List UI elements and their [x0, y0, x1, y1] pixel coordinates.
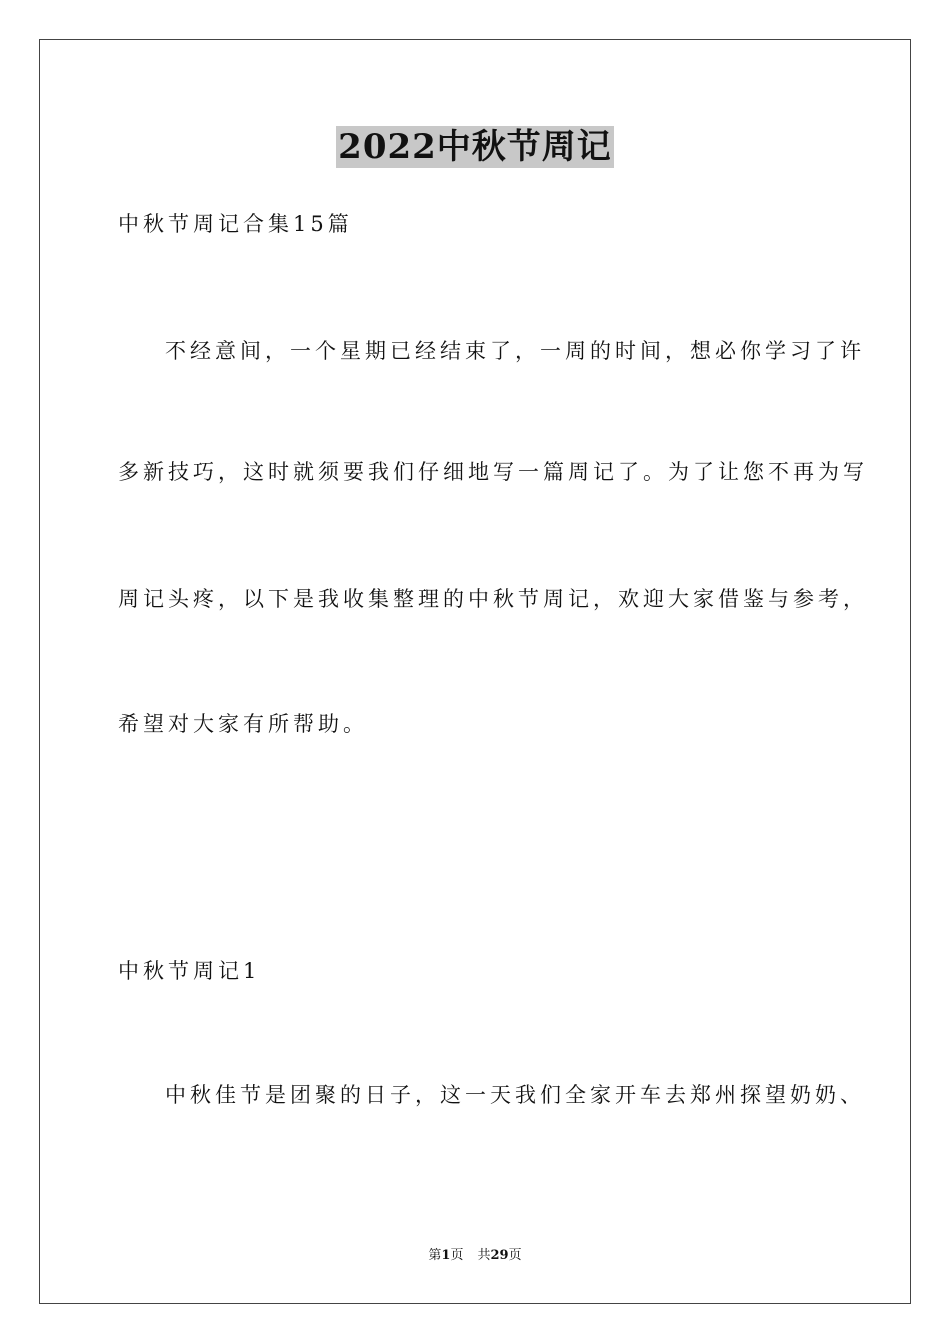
footer-page-prefix: 第 — [428, 1248, 442, 1263]
footer-total-pages: 29 — [490, 1248, 509, 1263]
footer-page-number: 1 — [441, 1248, 451, 1263]
intro-paragraph-line-1: 不经意间，一个星期已经结束了，一周的时间，想必你学习了许 — [165, 339, 865, 363]
document-subtitle: 中秋节周记合集15篇 — [118, 212, 353, 236]
title-container — [0, 126, 950, 168]
document-title: 2022中秋节周记 — [338, 127, 612, 167]
intro-paragraph-line-2: 多新技巧，这时就须要我们仔细地写一篇周记了。为了让您不再为写 — [118, 460, 868, 484]
footer-total-prefix: 共 — [477, 1248, 491, 1263]
intro-paragraph-line-4: 希望对大家有所帮助。 — [118, 712, 368, 736]
intro-paragraph-line-3: 周记头疼，以下是我收集整理的中秋节周记，欢迎大家借鉴与参考， — [118, 587, 868, 611]
section-paragraph-line-1: 中秋佳节是团聚的日子，这一天我们全家开车去郑州探望奶奶、 — [165, 1083, 865, 1107]
footer-total-suffix: 页 — [508, 1248, 522, 1263]
footer-page-suffix: 页 — [450, 1248, 464, 1263]
page-footer — [0, 1248, 950, 1264]
section-heading: 中秋节周记1 — [118, 959, 261, 983]
